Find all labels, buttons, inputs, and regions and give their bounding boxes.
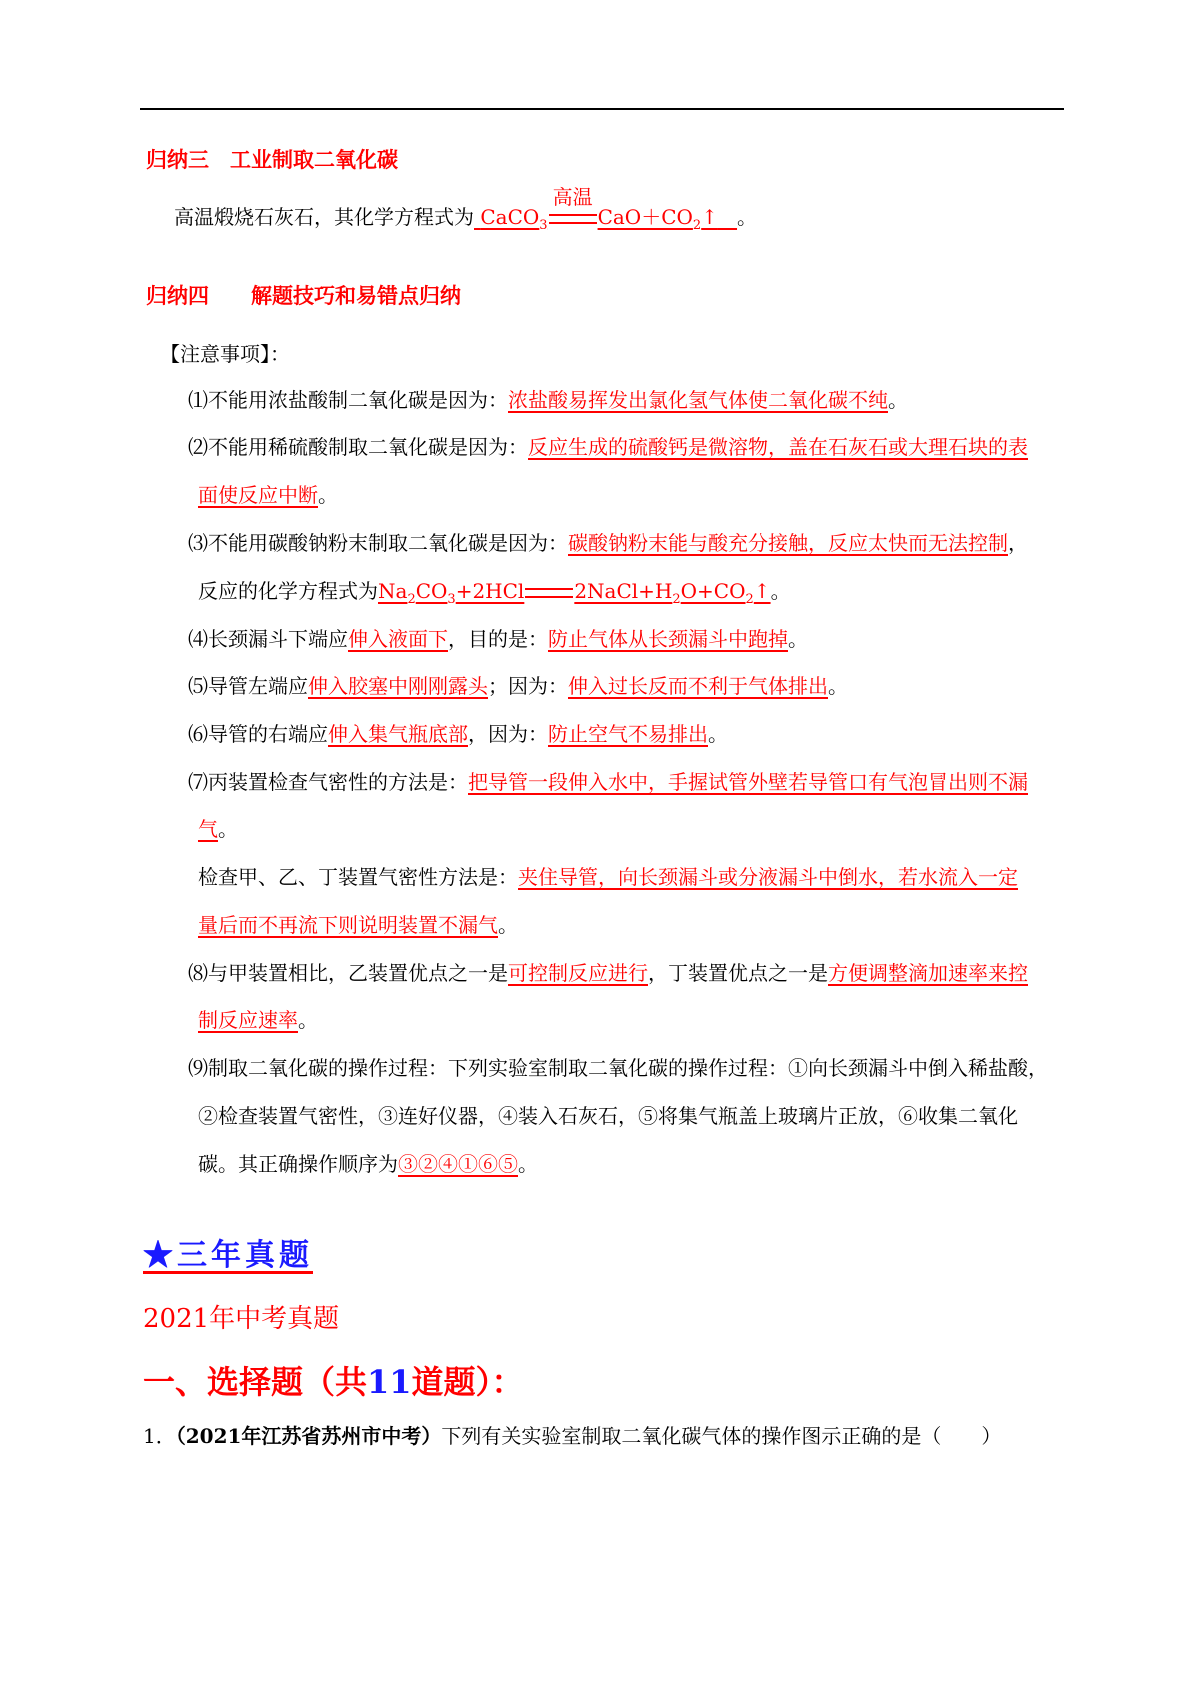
item-7-cont: 气。 [198, 817, 238, 841]
item-1: ⑴不能用浓盐酸制二氧化碳是因为：浓盐酸易挥发出氯化氢气体使二氧化碳不纯。 [188, 388, 908, 412]
item-8: ⑻与甲装置相比，乙装置优点之一是可控制反应进行，丁装置优点之一是方便调整滴加速率来控 [188, 961, 1028, 985]
section3-equation-line: 高温煅烧石灰石，其化学方程式为 CaCO$_3$ 高温 $CaO+CO_2↑$ 。 [174, 185, 758, 233]
item-2-answer-a: 反应生成的硫酸钙是微溶物，盖在石灰石或大理石块的表 [528, 435, 1028, 459]
item-8-cont: 制反应速率。 [198, 1008, 318, 1032]
question-1: 1．（2021年江苏省苏州市中考）下列有关实验室制取二氧化碳气体的操作图示正确的是（ ） [143, 1424, 1002, 1448]
item-7b: 检查甲、乙、丁装置气密性方法是：夹住导管，向长颈漏斗或分液漏斗中倒水，若水流入一定 [198, 865, 1018, 889]
item-6-answer-2: 防止空气不易排出 [548, 722, 708, 746]
item-7-answer-a: 把导管一段伸入水中，手握试管外壁若导管口有气泡冒出则不漏 [468, 770, 1028, 794]
item-5-answer-1: 伸入胶塞中刚刚露头 [308, 674, 488, 698]
section4-heading: 归纳四 解题技巧和易错点归纳 [146, 283, 461, 308]
item-3: ⑶不能用碳酸钠粉末制取二氧化碳是因为：碳酸钠粉末能与酸充分接触，反应太快而无法控制， [188, 531, 1028, 555]
item-2-cont: 面使反应中断。 [198, 483, 338, 507]
section3-heading: 归纳三 工业制取二氧化碳 [146, 147, 398, 172]
item-8-answer-2b: 制反应速率 [198, 1008, 298, 1032]
item-9: ⑼制取二氧化碳的操作过程：下列实验室制取二氧化碳的操作过程：①向长颈漏斗中倒入稀盐酸， [188, 1056, 1048, 1080]
section-title: 一、选择题（共11道题）： [143, 1363, 524, 1401]
item-7b-answer-b: 量后而不再流下则说明装置不漏气 [198, 913, 498, 937]
item-3-equation: $Na_2CO_3+2HCl$ $2NaCl+H_2O+CO_2↑$ [378, 579, 771, 607]
item-7b-answer-a: 夹住导管，向长颈漏斗或分液漏斗中倒水，若水流入一定 [518, 865, 1018, 889]
item-5: ⑸导管左端应伸入胶塞中刚刚露头；因为：伸入过长反而不利于气体排出。 [188, 674, 848, 698]
item-7-answer-b: 气 [198, 817, 218, 841]
item-8-answer-1: 可控制反应进行 [508, 961, 648, 985]
item-4: ⑷长颈漏斗下端应伸入液面下，目的是：防止气体从长颈漏斗中跑掉。 [188, 627, 808, 651]
item-9-answer: ③②④①⑥⑤ [398, 1152, 518, 1176]
item-2: ⑵不能用稀硫酸制取二氧化碳是因为：反应生成的硫酸钙是微溶物，盖在石灰石或大理石块的表 [188, 435, 1028, 459]
item-7b-cont: 量后而不再流下则说明装置不漏气。 [198, 913, 518, 937]
three-year-exam-title: ★三年真题 [143, 1238, 313, 1273]
item-8-answer-2a: 方便调整滴加速率来控 [828, 961, 1028, 985]
item-9-line2: ②检查装置气密性，③连好仪器，④装入石灰石，⑤将集气瓶盖上玻璃片正放，⑥收集二氧化 [198, 1104, 1018, 1128]
item-4-answer-1: 伸入液面下 [348, 627, 448, 651]
notice-label: 【注意事项】： [160, 342, 290, 366]
item-5-answer-2: 伸入过长反而不利于气体排出 [568, 674, 828, 698]
section3-equation: CaCO$_3$ 高温 $CaO+CO_2↑$ [480, 185, 718, 233]
question-1-source: （2021年江苏省苏州市中考） [175, 1424, 442, 1448]
item-1-answer: 浓盐酸易挥发出氯化氢气体使二氧化碳不纯 [508, 388, 888, 412]
item-3-answer: 碳酸钠粉末能与酸充分接触，反应太快而无法控制 [568, 531, 1008, 555]
item-2-answer-b: 面使反应中断 [198, 483, 318, 507]
item-6-answer-1: 伸入集气瓶底部 [328, 722, 468, 746]
year-title: 2021年中考真题 [143, 1304, 340, 1334]
question-count: 11 [367, 1363, 412, 1401]
header-rule [140, 108, 1064, 110]
item-4-answer-2: 防止气体从长颈漏斗中跑掉 [548, 627, 788, 651]
item-6: ⑹导管的右端应伸入集气瓶底部，因为：防止空气不易排出。 [188, 722, 728, 746]
item-7: ⑺丙装置检查气密性的方法是：把导管一段伸入水中，手握试管外壁若导管口有气泡冒出则不漏 [188, 770, 1028, 794]
item-9-line3: 碳。其正确操作顺序为③②④①⑥⑤。 [198, 1152, 538, 1176]
reaction-condition: 高温 [552, 185, 593, 209]
item-3-equation-line: 反应的化学方程式为$Na_2CO_3+2HCl$ $2NaCl+H_2O+CO_2↑$。 [198, 579, 791, 607]
